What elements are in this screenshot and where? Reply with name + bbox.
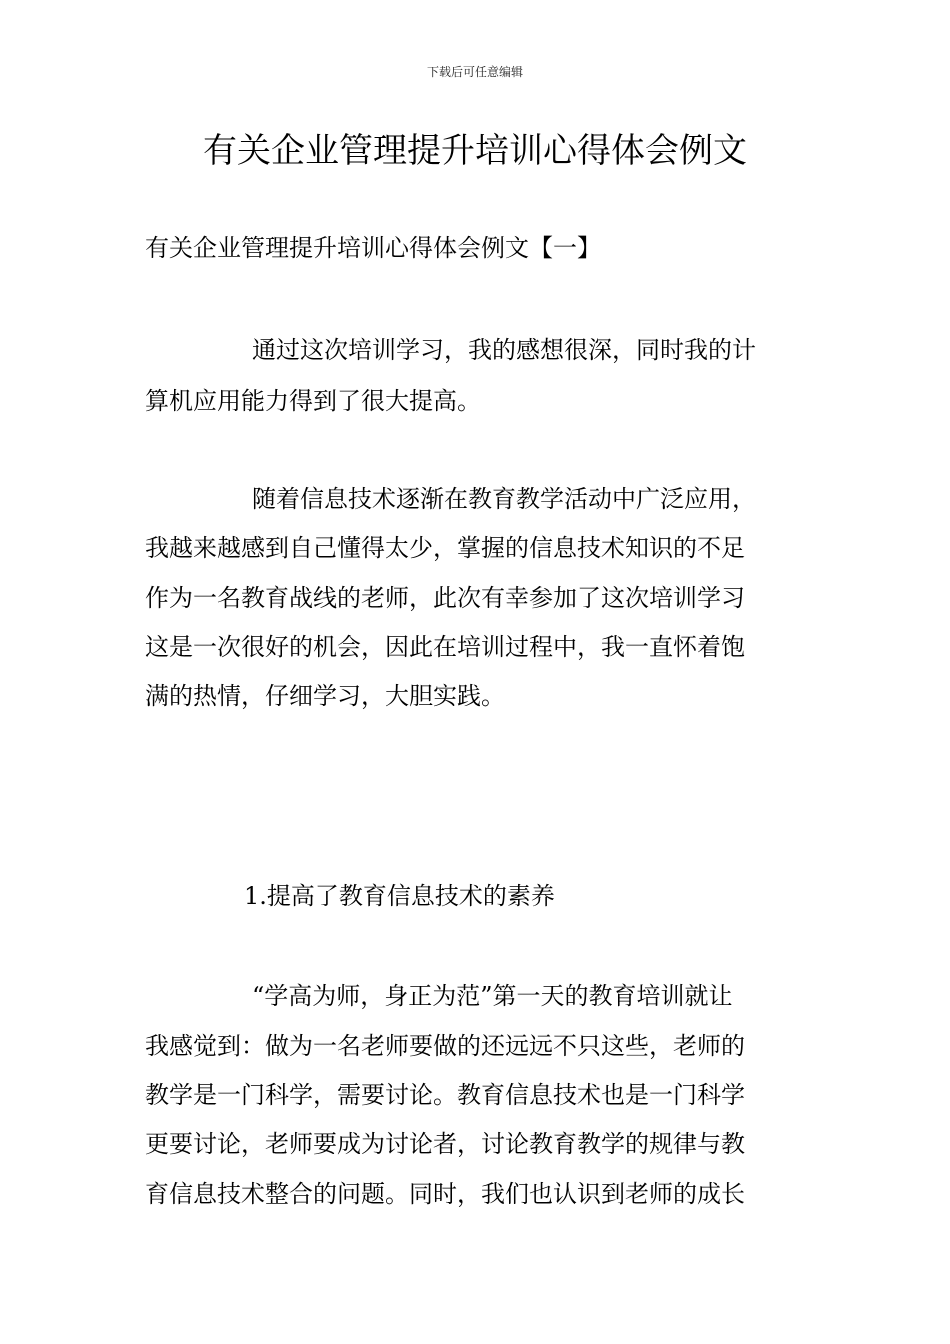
paragraph-line: 作为一名教育战线的老师，此次有幸参加了这次培训学习 [145,584,745,612]
paragraph-line: 随着信息技术逐渐在教育教学活动中广泛应用， [252,485,756,513]
item-heading: 1.提高了教育信息技术的素养 [244,882,555,910]
paragraph-line: 这是一次很好的机会，因此在培训过程中，我一直怀着饱 [145,633,745,661]
paragraph-line: 我越来越感到自己懂得太少，掌握的信息技术知识的不足 [145,534,745,562]
paragraph-line: 满的热情，仔细学习，大胆实践。 [145,682,505,710]
document-title: 有关企业管理提升培训心得体会例文 [203,131,747,171]
section-heading: 有关企业管理提升培训心得体会例文【一】 [145,234,601,262]
paragraph-line: 更要讨论，老师要成为讨论者，讨论教育教学的规律与教 [145,1130,745,1158]
paragraph-line: “学高为师，身正为范”第一天的教育培训就让 [252,982,733,1010]
paragraph-line: 教学是一门科学，需要讨论。教育信息技术也是一门科学 [145,1081,745,1109]
paragraph-line: 育信息技术整合的问题。同时，我们也认识到老师的成长 [145,1180,745,1208]
header-note: 下载后可任意编辑 [426,65,523,79]
paragraph-line: 通过这次培训学习，我的感想很深，同时我的计 [252,336,756,364]
paragraph-line: 我感觉到：做为一名老师要做的还远远不只这些，老师的 [145,1032,745,1060]
paragraph-line: 算机应用能力得到了很大提高。 [145,387,481,415]
